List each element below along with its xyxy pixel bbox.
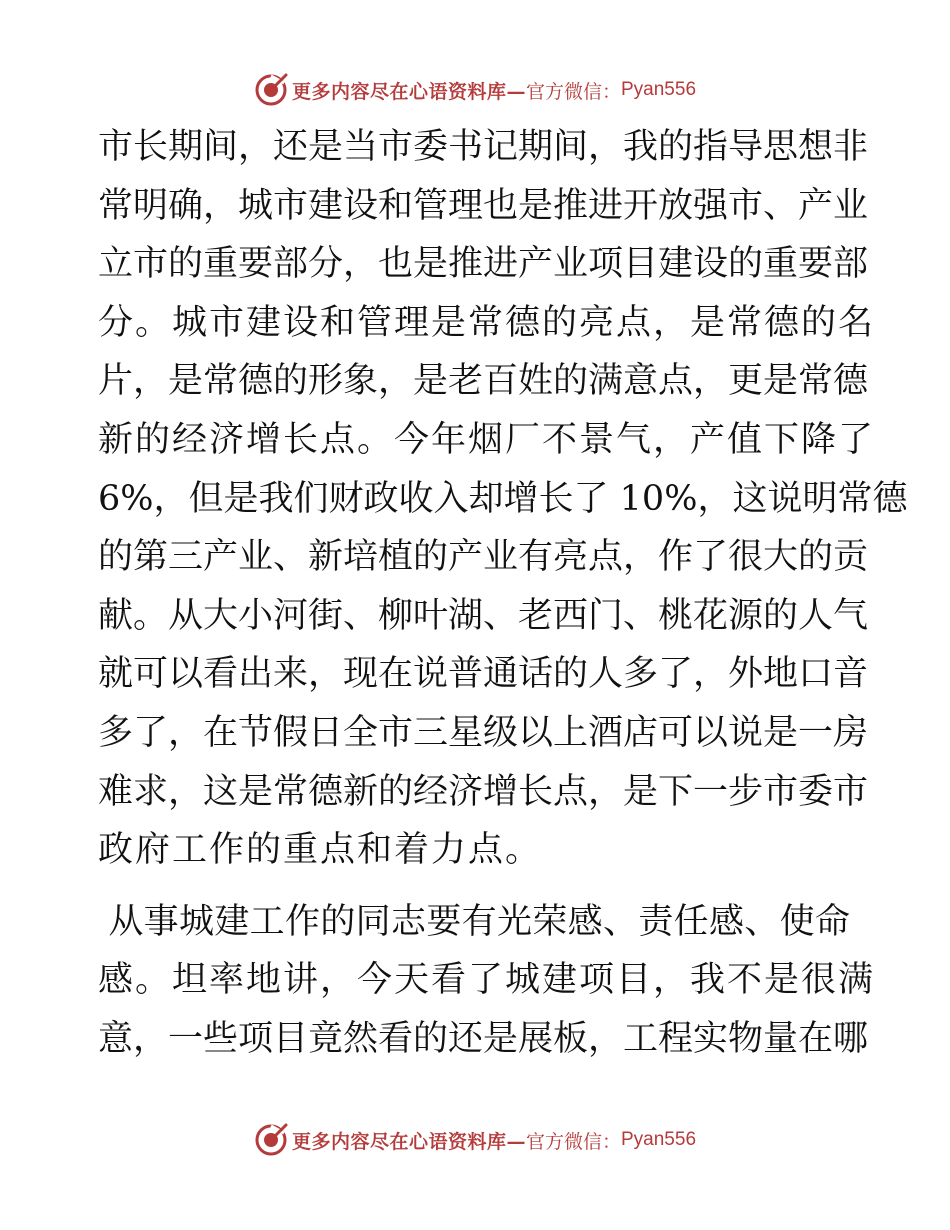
text-line: 常明确，城市建设和管理也是推进开放强市、产业 [98,185,869,226]
text-line: 6%，但是我们财政收入却增长了 10%，这说明常德 [98,478,908,519]
footer-banner [0,1120,950,1160]
logo-icon [254,1123,288,1157]
text-line: 感。坦率地讲，今天看了城建项目，我不是很满 [98,960,876,1001]
text-line: 就可以看出来，现在说普通话的人多了，外地口音 [98,654,869,695]
banner-text: 更多内容尽在心语资料库— [291,1130,526,1153]
logo-icon [254,73,288,107]
text-line: 意，一些项目竟然看的还是展板，工程实物量在哪 [98,1018,869,1059]
text-line: 的第三产业、新培植的产业有亮点，作了很大的贡 [98,537,869,578]
text-line: 片，是常德的形象，是老百姓的满意点，更是常德 [98,361,869,402]
text-line: 献。从大小河街、柳叶湖、老西门、桃花源的人气 [98,595,869,636]
text-line: 难求，这是常德新的经济增长点，是下一步市委市 [98,771,869,812]
banner-wechat-id: Pyan556 [621,1129,697,1150]
text-line: 市长期间，还是当市委书记期间，我的指导思想非 [98,127,869,167]
text-line: 政府工作的重点和着力点。 [98,830,543,871]
paragraph-1 [98,118,908,880]
banner-text: 更多内容尽在心语资料库— [291,80,526,103]
text-line: 立市的重要部分，也是推进产业项目建设的重要部 [98,244,869,285]
document-body [98,118,908,1069]
text-line [98,893,850,952]
text-line: 多了，在节假日全市三星级以上酒店可以说是一房 [98,712,869,753]
banner-wechat-id: Pyan556 [621,79,697,100]
banner-wechat-label: 官方微信： [525,1130,621,1153]
header-banner [0,70,950,110]
text-line-content: 从事城建工作的同志要有光荣感、责任感、使命 [108,901,850,942]
paragraph-2 [98,893,876,1069]
paragraph-gap [98,880,850,893]
text-line: 新的经济增长点。今年烟厂不景气，产值下降了 [98,419,876,460]
banner-wechat-label: 官方微信： [525,80,621,103]
text-line: 分。城市建设和管理是常德的亮点，是常德的名 [98,302,876,343]
